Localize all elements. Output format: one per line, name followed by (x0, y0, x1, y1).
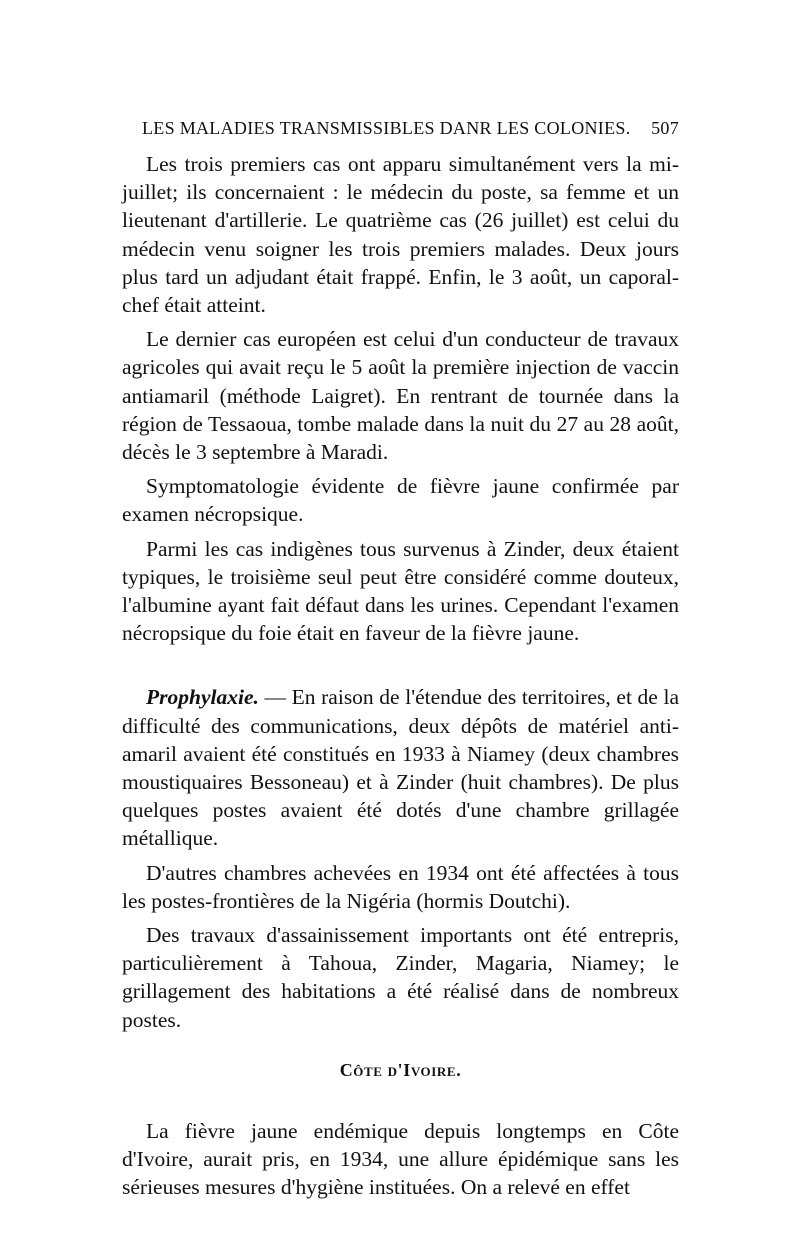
book-page (122, 0, 679, 1245)
prophylaxie-lead: Prophylaxie. (146, 685, 259, 710)
page-number: 507 (651, 118, 679, 138)
prophylaxie-text: — En raison de l'étendue des territoires, et de la difficulté des communications, deux dépôts de matériel anti-amaril avaient été constitués en 1933 à Niamey (deux chambres moustiquaires Bessoneau) et à Zinder (huit chambres). De plus quelques postes avaient été dotés d'une chambre grillagée métallique. (122, 685, 679, 851)
running-head (142, 118, 679, 139)
paragraph-sanitation-works: Des travaux d'assainissement importants ont été entrepris, particulièrement à Tahoua, Zinder, Magaria, Niamey; le grillagement des habitations a été réalisé dans de nombreux postes. (122, 923, 679, 1032)
paragraph-ivory-coast: La fièvre jaune endémique depuis longtemps en Côte d'Ivoire, aurait pris, en 1934, une allure épidémique sans les sérieuses mesures d'hygiène instituées. On a relevé en effet (122, 1118, 679, 1200)
paragraph-indigenous-cases: Parmi les cas indigènes tous survenus à Zinder, deux étaient typiques, le troisième seul peut être considéré comme douteux, l'albumine ayant fait défaut dans les urines. Cependant l'examen nécropsique du foie était en faveur de la fièvre jaune. (122, 536, 679, 646)
paragraph-symptomatology: Symptomatologie évidente de fièvre jaune confirmée par examen nécropsique. (122, 474, 679, 527)
section-heading: Côte d'Ivoire. (339, 1059, 462, 1080)
running-title: LES MALADIES TRANSMISSIBLES DANR LES COLONIES. (142, 118, 631, 138)
paragraph-prophylaxie (122, 683, 679, 852)
body-text (122, 150, 679, 1202)
paragraph-other-chambers: D'autres chambres achevées en 1934 ont été affectées à tous les postes-frontières de la Nigéria (hormis Doutchi). (122, 860, 679, 913)
paragraph-cases-chronology: Les trois premiers cas ont apparu simultanément vers la mi-juillet; ils concernaient : le médecin du poste, sa femme et un lieutenant d'artillerie. Le quatrième cas (26 juillet) est celui du médecin venu soigner les trois premiers malades. Deux jours plus tard un adjudant était frappé. Enfin, le 3 août, un caporal-chef était atteint. (122, 152, 679, 318)
paragraph-last-european-case: Le dernier cas européen est celui d'un conducteur de travaux agricoles qui avait reçu le 5 août la première injection de vaccin antiamaril (méthode Laigret). En rentrant de tournée dans la région de Tessaoua, tombe malade dans la nuit du 27 au 28 août, décès le 3 septembre à Maradi. (122, 327, 679, 465)
